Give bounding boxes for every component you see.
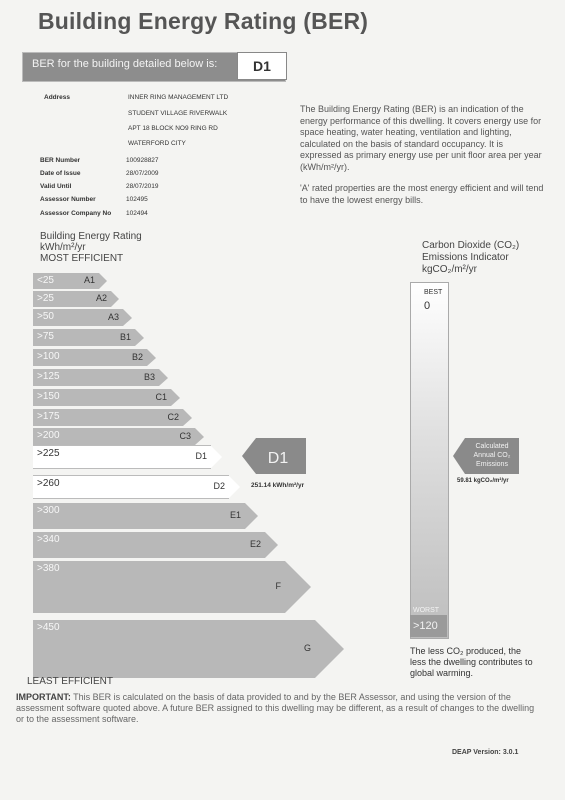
- date-of-issue-value: 28/07/2009: [126, 170, 159, 177]
- rating-band-grade: C1: [155, 392, 167, 402]
- rating-band-grade: C3: [179, 431, 191, 441]
- rating-band-grade: A2: [95, 293, 107, 303]
- assessor-company-value: 102494: [126, 210, 148, 217]
- rating-band-range: >125: [37, 371, 60, 382]
- rating-band-tip: [211, 446, 222, 468]
- assessor-company-label: Assessor Company No: [40, 210, 112, 217]
- rating-band-a2: [33, 291, 111, 307]
- rating-band-range: >225: [37, 448, 60, 459]
- rating-band-grade: E1: [229, 510, 241, 520]
- important-notice: [16, 692, 536, 725]
- rating-band-tip: [265, 532, 278, 558]
- co2-best-label: BEST: [424, 289, 443, 296]
- rating-band-grade: A3: [107, 312, 119, 322]
- co2-worst-value: >120: [413, 620, 438, 632]
- current-rating-arrow: [242, 438, 306, 474]
- rating-band-grade: G: [303, 643, 311, 653]
- ber-number-label: BER Number: [40, 157, 81, 164]
- co2-value: 59.81 kgCO₂/m²/yr: [457, 478, 509, 484]
- rating-band-tip: [135, 329, 144, 346]
- rating-band-grade: E2: [249, 539, 261, 549]
- rating-band-tip: [99, 273, 107, 289]
- co2-arrow-text: Annual CO₂: [473, 452, 511, 459]
- co2-subtitle: Emissions Indicator: [422, 252, 509, 263]
- rating-band-range: >25: [37, 293, 54, 304]
- rating-band-a3: [33, 309, 123, 326]
- rating-band-grade: B3: [143, 372, 155, 382]
- co2-arrow-text: Calculated: [475, 443, 509, 450]
- current-rating-value: 251.14 kWh/m²/yr: [251, 482, 305, 489]
- valid-until-label: Valid Until: [40, 183, 72, 190]
- important-label: IMPORTANT:: [16, 692, 71, 702]
- rating-band-range: >450: [37, 622, 60, 633]
- rating-band-range: >100: [37, 351, 60, 362]
- rating-band-grade: A1: [83, 275, 95, 285]
- rating-band-tip: [285, 561, 311, 613]
- rating-band-b2: [33, 349, 147, 366]
- rating-band-grade: D1: [195, 451, 207, 461]
- assessor-number-label: Assessor Number: [40, 196, 96, 203]
- rating-band-range: >50: [37, 311, 54, 322]
- rating-band-tip: [123, 309, 132, 326]
- rating-band-grade: C2: [167, 412, 179, 422]
- address-line: WATERFORD CITY: [128, 140, 186, 147]
- address-line: APT 18 BLOCK NO9 RING RD: [128, 125, 218, 132]
- rating-band-f: [33, 561, 285, 613]
- rating-band-e1: [33, 503, 245, 529]
- important-text: This BER is calculated on the basis of data provided to and by the BER Assessor, and using the version of the assessment software quoted above. A future BER assigned to this dwelling may be different, as a result of changes to the dwelling or to the assessment software.: [16, 692, 535, 724]
- rating-band-grade: D2: [213, 481, 225, 491]
- current-rating-arrow-text: D1: [267, 450, 289, 467]
- co2-worst-label: WORST: [413, 607, 440, 614]
- address-line: INNER RING MANAGEMENT LTD: [128, 94, 229, 101]
- rating-band-g: [33, 620, 315, 678]
- rating-band-range: >150: [37, 391, 60, 402]
- rating-band-c1: [33, 389, 171, 406]
- co2-note: The less CO₂ produced, the less the dwelling contributes to global warming.: [410, 646, 533, 678]
- rating-band-b1: [33, 329, 135, 346]
- ber-number-value: 100928827: [126, 157, 159, 164]
- co2-title: Carbon Dioxide (CO₂): [422, 240, 520, 251]
- rating-band-range: >200: [37, 430, 60, 441]
- rating-band-tip: [245, 503, 258, 529]
- rating-band-range: >260: [37, 478, 60, 489]
- rating-band-grade: B1: [119, 332, 131, 342]
- ber-description: The Building Energy Rating (BER) is an indication of the energy performance of this dwelling. It covers energy use for space heating, water heating, ventilation and lighting, calculated on the basis of standard occupancy. It is expressed as primary energy use per unit floor area per year (kWh/m²/yr).: [300, 104, 542, 172]
- co2-arrow-text: Emissions: [476, 461, 508, 468]
- assessor-number-value: 102495: [126, 196, 148, 203]
- address-label: Address: [44, 94, 71, 101]
- rating-band-range: >175: [37, 411, 60, 422]
- rating-scale-unit: kWh/m²/yr: [40, 242, 86, 253]
- rating-band-grade: F: [275, 581, 281, 591]
- ber-result-box: D1: [237, 52, 287, 80]
- valid-until-value: 28/07/2019: [126, 183, 159, 190]
- rating-band-b3: [33, 369, 159, 386]
- co2-unit: kgCO₂/m²/yr: [422, 264, 477, 275]
- rating-band-tip: [195, 428, 204, 445]
- rating-band-c3: [33, 428, 195, 445]
- deap-version: DEAP Version: 3.0.1: [452, 749, 519, 756]
- rating-band-tip: [171, 389, 180, 406]
- least-efficient-label: LEAST EFFICIENT: [27, 676, 113, 687]
- co2-best-value: 0: [424, 300, 431, 312]
- rating-band-tip: [229, 476, 240, 498]
- rating-band-range: >300: [37, 505, 60, 516]
- rating-band-d2: [33, 475, 229, 499]
- rating-band-c2: [33, 409, 183, 426]
- co2-scale-bar: [410, 282, 449, 639]
- rating-band-range: >75: [37, 331, 54, 342]
- address-line: STUDENT VILLAGE RIVERWALK: [128, 110, 228, 117]
- date-of-issue-label: Date of Issue: [40, 170, 81, 177]
- rating-band-tip: [315, 620, 344, 678]
- most-efficient-label: MOST EFFICIENT: [40, 253, 124, 264]
- ber-description-note: 'A' rated properties are the most energy efficient and will tend to have the lowest energy bills.: [300, 183, 544, 205]
- rating-band-grade: B2: [131, 352, 143, 362]
- page-title: Building Energy Rating (BER): [38, 8, 369, 34]
- rating-band-range: <25: [37, 275, 54, 286]
- rating-band-d1: [33, 445, 211, 469]
- rating-band-tip: [159, 369, 168, 386]
- rating-band-e2: [33, 532, 265, 558]
- rating-band-a1: [33, 273, 99, 289]
- rating-band-range: >380: [37, 563, 60, 574]
- rating-scale-title: Building Energy Rating: [40, 231, 142, 242]
- rating-band-tip: [147, 349, 156, 366]
- co2-indicator-arrow: [453, 438, 519, 474]
- rating-band-tip: [111, 291, 119, 307]
- rating-band-tip: [183, 409, 192, 426]
- rating-band-range: >340: [37, 534, 60, 545]
- ber-banner-label: BER for the building detailed below is:: [32, 58, 218, 70]
